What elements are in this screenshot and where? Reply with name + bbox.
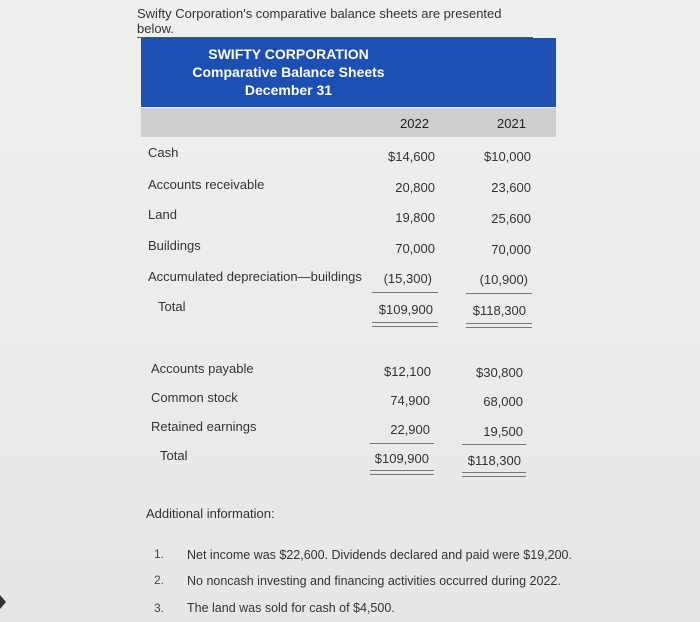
statement-date: December 31	[244, 82, 333, 98]
accounts-receivable-2022: 20,800	[395, 180, 435, 195]
liabilities-total-double-rule-2022	[370, 470, 434, 475]
retained-earnings-2022: 22,900	[390, 422, 430, 437]
note-text-2: No noncash investing and financing activities occurred during 2022.	[187, 574, 561, 588]
land-2022: 19,800	[395, 210, 435, 225]
note-number-1: 1.	[154, 547, 165, 561]
row-label-assets-total: Total	[158, 299, 186, 314]
scroll-arrow-icon	[0, 595, 6, 609]
row-label-cash: Cash	[148, 145, 179, 160]
intro-text: Swifty Corporation's comparative balance sheets are presented below.	[137, 6, 533, 38]
row-label-land: Land	[148, 207, 177, 222]
year-2022-heading: 2022	[400, 116, 429, 131]
note-number-3: 3.	[154, 601, 165, 615]
buildings-2022: 70,000	[395, 241, 435, 256]
retained-earnings-2021: 19,500	[483, 424, 523, 439]
additional-info-heading: Additional information:	[146, 506, 275, 521]
note-number-2: 2.	[154, 573, 165, 587]
cash-2021: $10,000	[484, 149, 531, 164]
company-name: SWIFTY CORPORATION	[208, 46, 369, 62]
assets-total-2021: $118,300	[472, 303, 526, 318]
row-label-buildings: Buildings	[148, 238, 201, 253]
note-text-3: The land was sold for cash of $4,500.	[187, 601, 395, 615]
row-label-accumulated-depreciation: Accumulated depreciation—buildings	[148, 269, 362, 284]
row-label-retained-earnings: Retained earnings	[151, 419, 257, 434]
liabilities-total-double-rule-2021	[462, 472, 526, 477]
row-label-accounts-receivable: Accounts receivable	[148, 177, 265, 192]
liabilities-subtotal-rule-2021	[462, 444, 526, 445]
buildings-2021: 70,000	[491, 242, 531, 257]
accounts-payable-2022: $12,100	[384, 364, 431, 379]
assets-subtotal-rule-2022	[372, 292, 438, 293]
accounts-payable-2021: $30,800	[476, 365, 523, 380]
accounts-receivable-2021: 23,600	[491, 180, 531, 195]
assets-total-double-rule-2021	[466, 323, 532, 328]
land-2021: 25,600	[491, 211, 531, 226]
statement-title: Comparative Balance Sheets	[192, 64, 385, 80]
statement-header	[141, 38, 556, 107]
note-text-1: Net income was $22,600. Dividends declared and paid were $19,200.	[187, 548, 572, 562]
row-label-liabilities-total: Total	[160, 448, 188, 463]
accumulated-depreciation-2022: (15,300)	[383, 271, 432, 286]
common-stock-2022: 74,900	[390, 393, 430, 408]
row-label-accounts-payable: Accounts payable	[151, 361, 254, 376]
year-2021-heading: 2021	[497, 116, 526, 131]
row-label-common-stock: Common stock	[151, 390, 238, 405]
accumulated-depreciation-2021: (10,900)	[479, 272, 528, 287]
liabilities-subtotal-rule-2022	[370, 443, 434, 444]
common-stock-2021: 68,000	[483, 394, 523, 409]
assets-subtotal-rule-2021	[466, 293, 532, 294]
cash-2022: $14,600	[388, 149, 435, 164]
assets-total-double-rule-2022	[372, 322, 438, 327]
year-header-bar	[141, 108, 556, 137]
liabilities-total-2022: $109,900	[374, 451, 429, 466]
assets-total-2022: $109,900	[378, 302, 433, 317]
liabilities-total-2021: $118,300	[467, 453, 521, 468]
